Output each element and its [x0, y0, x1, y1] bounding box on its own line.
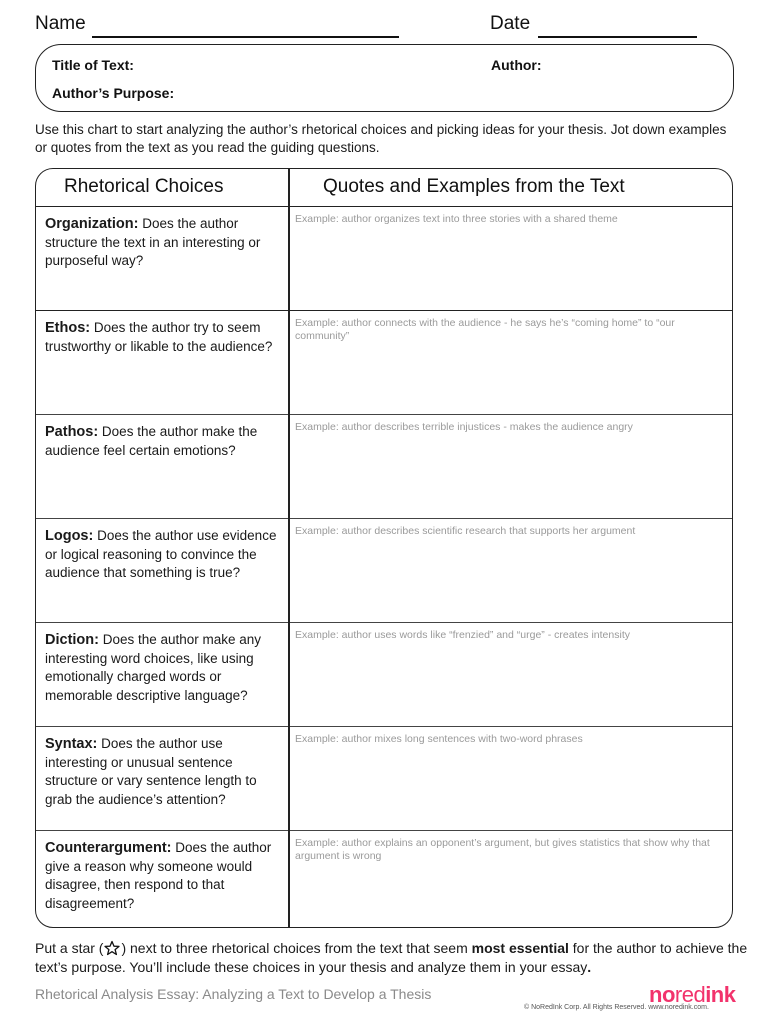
row-question — [45, 319, 283, 356]
row-question-text: Does the author use interesting or unusual sentence structure or vary sentence length to grab the audience’s attention? — [45, 736, 257, 807]
name-field[interactable] — [92, 36, 399, 38]
date-field[interactable] — [538, 36, 697, 38]
star-icon — [103, 940, 121, 956]
row-term: Pathos: — [45, 424, 99, 440]
row-example-field[interactable]: Example: author mixes long sentences with two-word phrases — [295, 733, 583, 745]
chart-row-organization — [36, 207, 732, 311]
chart-row-logos — [36, 519, 732, 623]
chart-row-pathos — [36, 415, 732, 519]
row-question-text: Does the author try to seem trustworthy or likable to the audience? — [45, 320, 273, 354]
row-example-field[interactable]: Example: author describes terrible injustices - makes the audience angry — [295, 421, 633, 433]
column-divider — [288, 169, 290, 927]
star-instructions — [35, 939, 765, 977]
row-question-text: Does the author structure the text in an interesting or purposeful way? — [45, 216, 261, 268]
chart-header — [36, 169, 732, 207]
author-label: Author: — [491, 57, 542, 73]
logo-no: no — [649, 982, 675, 1007]
row-term: Counterargument: — [45, 840, 172, 856]
row-term: Ethos: — [45, 320, 91, 336]
row-example-field[interactable]: Example: author describes scientific research that supports her argument — [295, 525, 636, 537]
row-question — [45, 215, 283, 271]
copyright: © NoRedInk Corp. All Rights Reserved. www.noredink.com. — [524, 1004, 709, 1011]
col-header-quotes-examples: Quotes and Examples from the Text — [323, 176, 625, 197]
star-text-end: . — [587, 959, 592, 975]
row-question — [45, 735, 283, 809]
star-text-1: Put a star ( — [35, 940, 104, 956]
date-label: Date — [490, 13, 531, 34]
chart-row-counterargument — [36, 831, 732, 928]
row-term: Diction: — [45, 632, 99, 648]
name-label: Name — [35, 13, 86, 34]
row-term: Syntax: — [45, 736, 98, 752]
chart-row-ethos — [36, 311, 732, 415]
row-term: Organization: — [45, 216, 139, 232]
chart-row-diction — [36, 623, 732, 727]
row-question — [45, 423, 283, 460]
logo-ink: ink — [705, 982, 736, 1007]
row-term: Logos: — [45, 528, 94, 544]
title-of-text-label: Title of Text: — [52, 57, 134, 73]
row-question-text: Does the author make the audience feel certain emotions? — [45, 424, 258, 458]
logo-red: red — [674, 982, 706, 1007]
row-example-field[interactable]: Example: author explains an opponent’s argument, but gives statistics that show why that argument is wrong — [295, 837, 710, 862]
row-example-field[interactable]: Example: author organizes text into three stories with a shared theme — [295, 213, 618, 225]
row-question-text: Does the author give a reason why someone would disagree, then respond to that disagreement? — [45, 840, 272, 911]
row-question — [45, 839, 283, 913]
chart-row-syntax — [36, 727, 732, 831]
star-text-2: ) next to three rhetorical choices from the text that seem — [121, 940, 472, 956]
row-example-field[interactable]: Example: author uses words like “frenzied” and “urge” - creates intensity — [295, 629, 630, 641]
instructions: Use this chart to start analyzing the author’s rhetorical choices and picking ideas for your thesis. Jot down examples or quotes from the text as you read the guiding questions. — [35, 122, 727, 155]
row-question — [45, 527, 283, 583]
star-text-bold: most essential — [471, 940, 569, 956]
name-date-row — [35, 10, 705, 40]
row-question-text: Does the author make any interesting word choices, like using emotionally charged words or memorable descriptive language? — [45, 632, 262, 703]
col-header-rhetorical-choices: Rhetorical Choices — [64, 176, 224, 197]
row-question-text: Does the author use evidence or logical reasoning to convince the audience that something is true? — [45, 528, 277, 580]
text-info-box — [35, 44, 734, 112]
row-example-field[interactable]: Example: author connects with the audience - he says he’s “coming home” to “our community” — [295, 317, 675, 342]
star-text-3: for the author to achieve the text’s purpose. You’ll include these choices in your thesis and analyze them in your essay — [35, 940, 748, 975]
row-question — [45, 631, 283, 705]
rhetorical-choices-chart — [35, 168, 733, 928]
authors-purpose-label: Author’s Purpose: — [52, 85, 175, 101]
document-title: Rhetorical Analysis Essay: Analyzing a Text to Develop a Thesis — [35, 986, 432, 1002]
